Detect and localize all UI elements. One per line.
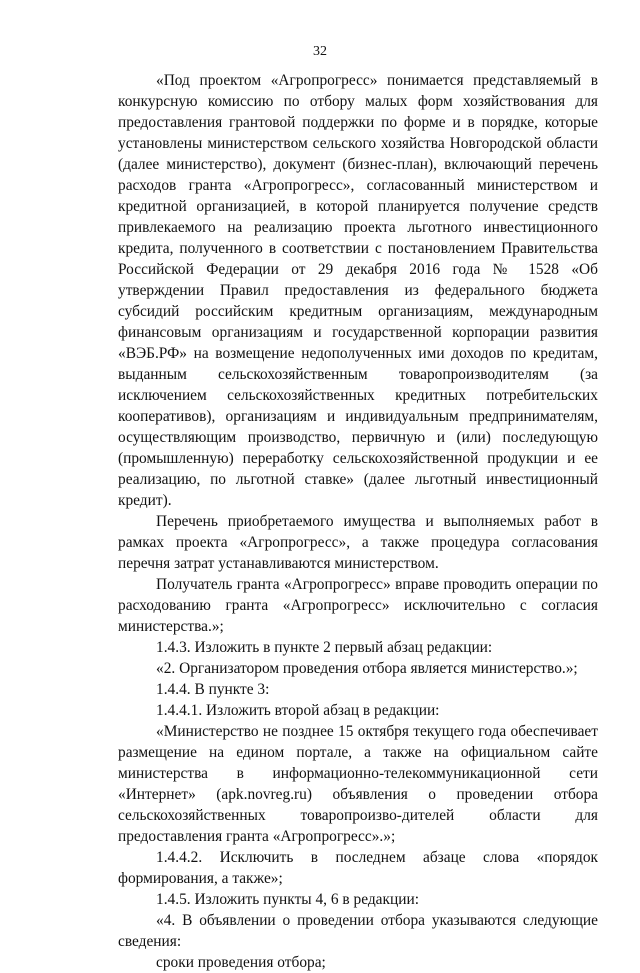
paragraph-item-1-4-4-2: 1.4.4.2. Исключить в последнем абзаце слова «порядок формирования, а также»;	[118, 849, 598, 887]
paragraph-item-1-4-4-1: 1.4.4.1. Изложить второй абзац в редакции:	[156, 702, 440, 719]
paragraph-item-1-4-3: 1.4.3. Изложить в пункте 2 первый абзац редакции:	[156, 639, 493, 656]
paragraph-selection-dates: сроки проведения отбора;	[156, 954, 326, 971]
paragraph-item-1-4-5: 1.4.5. Изложить пункты 4, 6 в редакции:	[156, 891, 419, 908]
paragraph-organizer: «2. Организатором проведения отбора является министерство.»;	[156, 660, 578, 677]
page-number: 32	[313, 44, 327, 59]
paragraph-agroprogress-definition: «Под проектом «Агропрогресс» понимается представляемый в конкурсную комиссию по отбору малых форм хозяйствования для предоставления грантовой поддержки по форме и в порядке, которые установлены министерством сельского хозяйства Новгородской области (далее министерство), документ (бизнес-план), включающий перечень расходов гранта «Агропрогресс», согласованный министерством и кредитной организацией, в которой планируется получение средств привлекаемого на реализацию проекта льготного инвестиционного кредита, полученного в соответствии с постановлением Правительства Российской Федерации от 29 декабря 2016 года № 1528 «Об утверждении Правил предоставления из федерального бюджета субсидий российским кредитным организациям, международным финансовым организациям и государственной корпорации развития «ВЭБ.РФ» на возмещение недополученных ими доходов по кредитам, выданным сельскохозяйственным товаропроизводителям (за исключением сельскохозяйственных кредитных потребительских кооперативов), организациям и индивидуальным предпринимателям, осуществляющим производство, первичную и (или) последующую (промышленную) переработку сельскохозяйственной продукции и ее реализацию, по льготной ставке» (далее льготный инвестиционный кредит).	[118, 72, 598, 509]
document-body	[118, 70, 598, 973]
paragraph-ministry-announcement: «Министерство не позднее 15 октября текущего года обеспечивает размещение на едином портале, а также на официальном сайте министерства в информационно-телекоммуникационной сети «Интернет» (apk.novreg.ru) объявления о проведении отбора сельскохозяйственных товаропроизво-дителей области для предоставления гранта «Агропрогресс».»;	[118, 723, 598, 845]
paragraph-announcement-contents: «4. В объявлении о проведении отбора указываются следующие сведения:	[118, 912, 598, 950]
paragraph-grant-recipient: Получатель гранта «Агропрогресс» вправе проводить операции по расходованию гранта «Агропрогресс» исключительно с согласия министерства.»;	[118, 576, 598, 635]
paragraph-property-list: Перечень приобретаемого имущества и выполняемых работ в рамках проекта «Агропрогресс», а также процедура согласования перечня затрат устанавливаются министерством.	[118, 513, 598, 572]
paragraph-item-1-4-4: 1.4.4. В пункте 3:	[156, 681, 270, 698]
